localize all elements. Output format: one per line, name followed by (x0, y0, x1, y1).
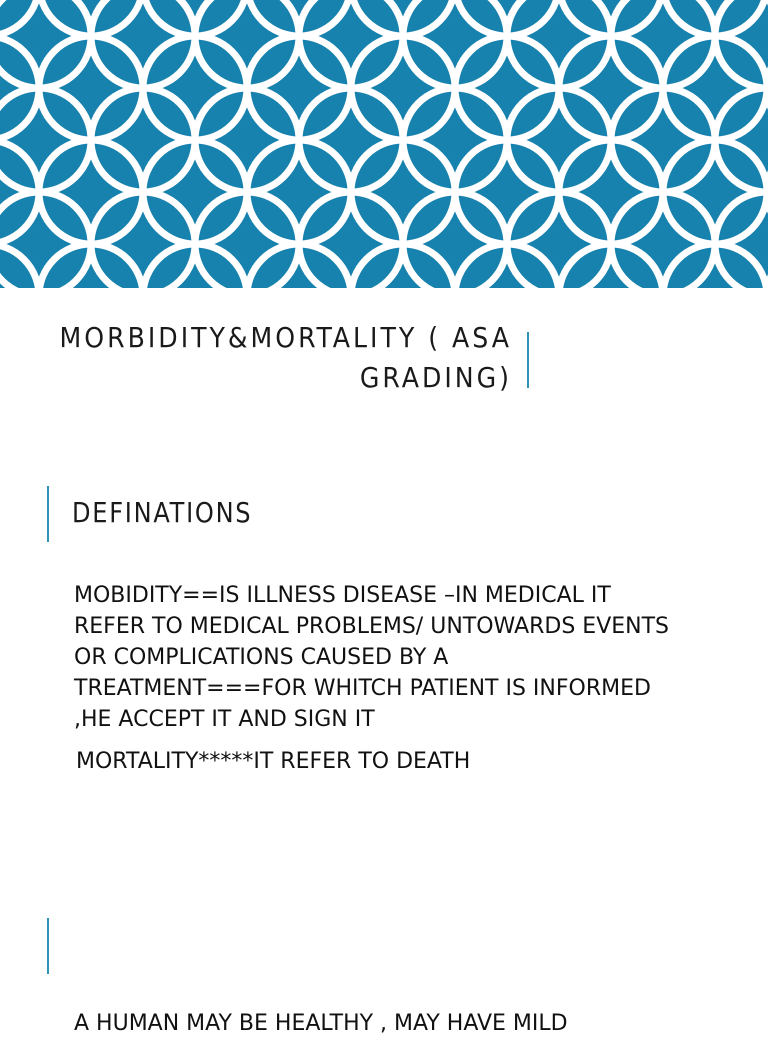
section-heading: DEFINATIONS (72, 496, 253, 529)
slide-title: MORBIDITY&MORTALITY ( ASA GRADING) (59, 321, 512, 394)
pattern-banner (0, 0, 768, 288)
slide3-accent-bar (47, 918, 49, 974)
morbidity-definition: MOBIDITY==IS ILLNESS DISEASE –IN MEDICAL IT REFER TO MEDICAL PROBLEMS/ UNTOWARDS EVENTS OR COMPLICATIONS CAUSED BY A TREATMENT===FOR WHITCH PATIENT IS INFORMED ,HE ACCEPT IT AND SIGN IT (74, 583, 670, 732)
slide3-body-text: A HUMAN MAY BE HEALTHY , MAY HAVE MILD (74, 1011, 568, 1036)
mortality-definition: MORTALITY*****IT REFER TO DEATH (76, 749, 471, 774)
heading-accent-bar (47, 486, 49, 542)
title-accent-bar (527, 332, 529, 388)
